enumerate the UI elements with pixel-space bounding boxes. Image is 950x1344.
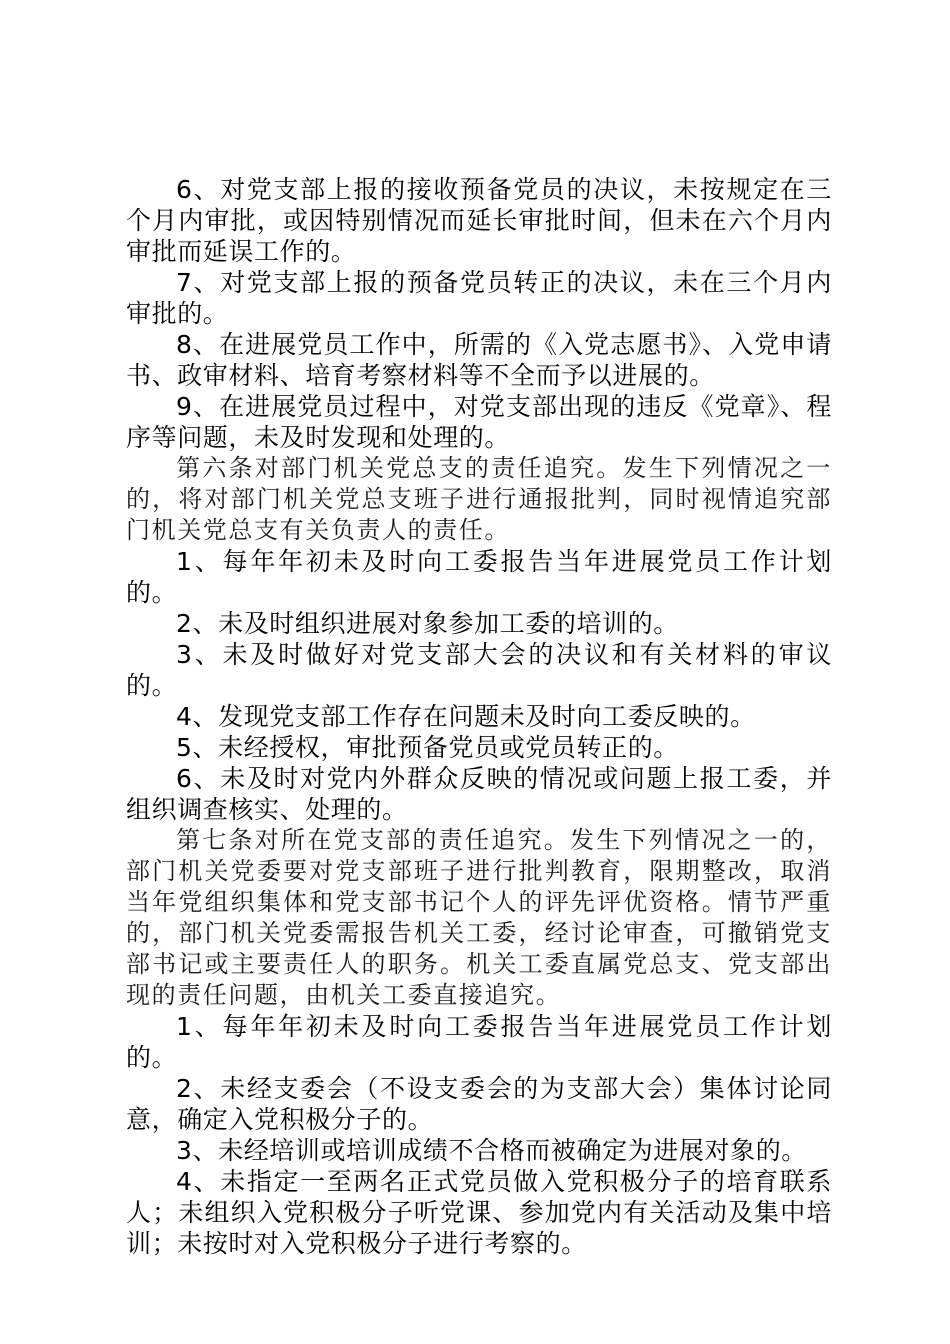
article-7-item-1: 1、每年年初未及时向工委报告当年进展党员工作计划的。 <box>126 1012 832 1072</box>
article-6-item-1: 1、每年年初未及时向工委报告当年进展党员工作计划的。 <box>126 547 832 607</box>
article-6-item-6: 6、未及时对党内外群众反映的情况或问题上报工委，并组织调查核实、处理的。 <box>126 764 832 824</box>
article-7-item-2: 2、未经支委会（不设支委会的为支部大会）集体讨论同意，确定入党积极分子的。 <box>126 1074 832 1134</box>
item-8-incomplete-materials: 8、在进展党员工作中，所需的《入党志愿书》、入党申请书、政审材料、培育考察材料等不全而予以进展的。 <box>126 330 832 390</box>
document-body <box>126 174 832 1259</box>
article-7-heading: 第七条对所在党支部的责任追究。发生下列情况之一的，部门机关党委要对党支部班子进行批判教育，限期整改，取消当年党组织集体和党支部书记个人的评先评优资格。情节严重的，部门机关党委需报告机关工委，经讨论审查，可撤销党支部书记或主要责任人的职务。机关工委直属党总支、党支部出现的责任问题，由机关工委直接追究。 <box>126 826 832 1009</box>
article-6-item-4: 4、发现党支部工作存在问题未及时向工委反映的。 <box>176 702 756 731</box>
article-6-item-2: 2、未及时组织进展对象参加工委的培训的。 <box>176 609 679 638</box>
article-6-item-5: 5、未经授权，审批预备党员或党员转正的。 <box>176 733 679 762</box>
article-7-item-3: 3、未经培训或培训成绩不合格而被确定为进展对象的。 <box>176 1136 807 1165</box>
article-6-heading: 第六条对部门机关党总支的责任追究。发生下列情况之一的，将对部门机关党总支班子进行通报批判，同时视情追究部门机关党总支有关负责人的责任。 <box>126 454 832 544</box>
item-9-procedure-issues: 9、在进展党员过程中，对党支部出现的违反《党章》、程序等问题，未及时发现和处理的。 <box>126 392 832 452</box>
item-6-approval-delay: 6、对党支部上报的接收预备党员的决议，未按规定在三个月内审批，或因特别情况而延长审批时间，但未在六个月内审批而延误工作的。 <box>126 175 832 266</box>
article-7-item-4: 4、未指定一至两名正式党员做入党积极分子的培育联系人；未组织入党积极分子听党课、参加党内有关活动及集中培训；未按时对入党积极分子进行考察的。 <box>126 1167 832 1258</box>
article-6-item-3: 3、未及时做好对党支部大会的决议和有关材料的审议的。 <box>126 640 832 700</box>
item-7-conversion-delay: 7、对党支部上报的预备党员转正的决议，未在三个月内审批的。 <box>126 268 832 328</box>
